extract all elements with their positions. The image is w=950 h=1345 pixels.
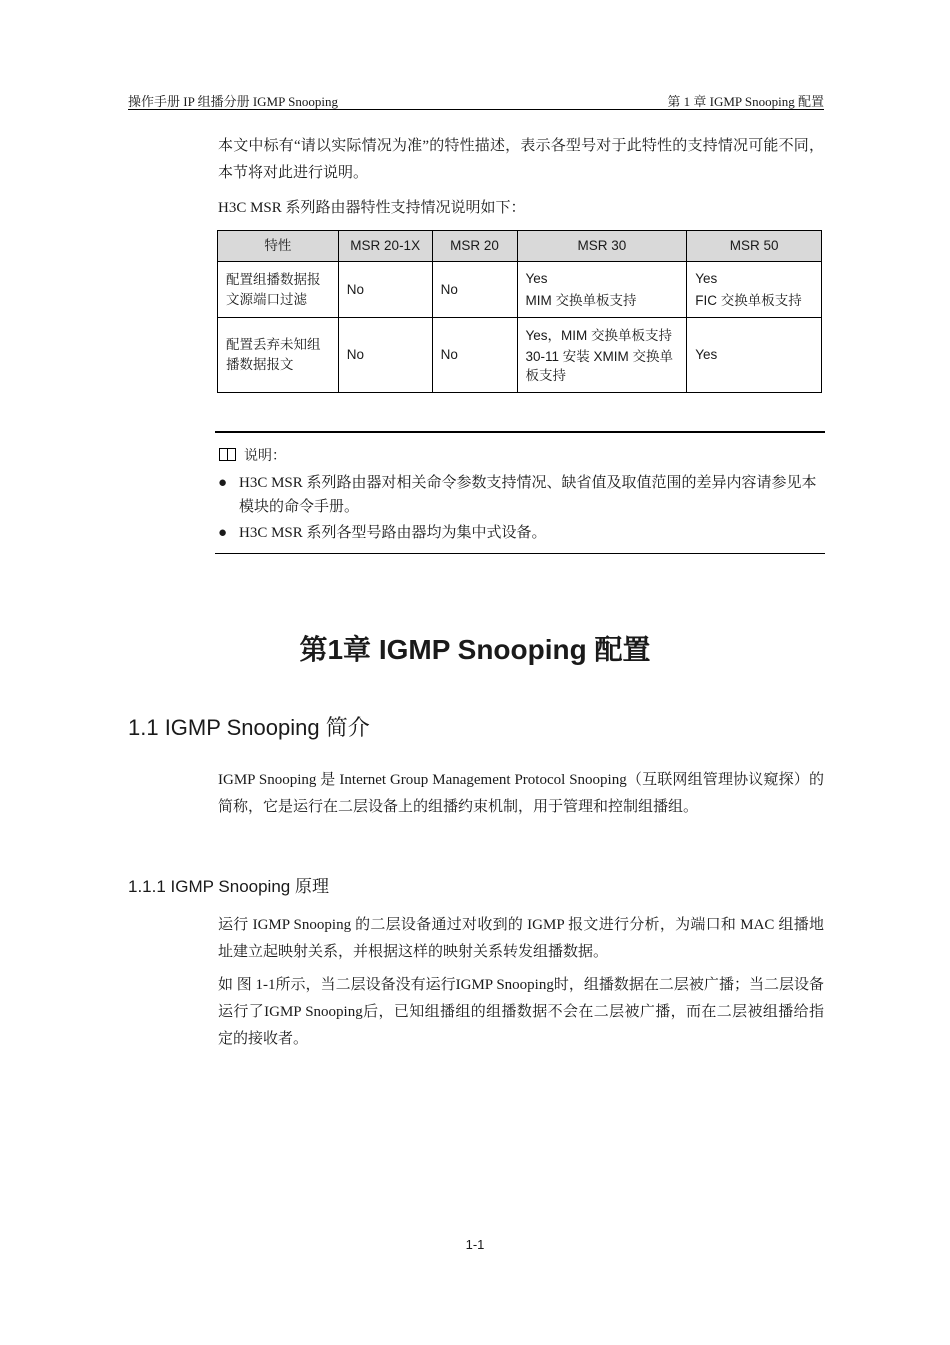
bullet: ● — [218, 525, 228, 541]
table-intro: H3C MSR 系列路由器特性支持情况说明如下： — [218, 200, 526, 216]
cell-msr20: No — [432, 318, 517, 393]
subsection-paragraph-1: 运行 IGMP Snooping 的二层设备通过对收到的 IGMP 报文进行分析，为端口和 MAC 组播地址建立起映射关系，并根据这样的映射关系转发组播数据。 — [218, 917, 824, 960]
cell-line: FIC 交换单板支持 — [695, 292, 802, 308]
feature-support-table — [217, 230, 822, 393]
cell-msr50: Yes — [687, 318, 822, 393]
cell-line: Yes — [695, 270, 718, 286]
page-header — [128, 89, 824, 110]
col-header-msr20: MSR 20 — [432, 231, 517, 262]
table-row — [218, 318, 822, 393]
note-title — [219, 445, 286, 465]
table-header-row — [218, 231, 822, 262]
cell-msr20-1x: No — [338, 318, 432, 393]
cell-feature: 配置组播数据报文源端口过滤 — [218, 262, 339, 318]
note-title-text: 说明： — [244, 447, 286, 463]
cell-msr50 — [687, 262, 822, 318]
section-paragraph: IGMP Snooping 是 Internet Group Management Protocol Snooping（互联网组管理协议窥探）的简称，它是运行在二层设备上的组播约束机制，用于管理和控制组播组。 — [218, 772, 824, 815]
note-text: H3C MSR 系列路由器对相关命令参数支持情况、缺省值及取值范围的差异内容请参见本模块的命令手册。 — [239, 475, 817, 515]
subsection-paragraph-2: 如 图 1-1所示，当二层设备没有运行IGMP Snooping时，组播数据在二层被广播；当二层设备运行了IGMP Snooping后，已知组播组的组播数据不会在二层被广播，而在二层被组播给指定的接收者。 — [218, 977, 824, 1047]
cell-msr30 — [517, 262, 687, 318]
col-header-feature: 特性 — [218, 231, 339, 262]
cell-line: Yes — [525, 270, 548, 286]
cell-msr20-1x: No — [338, 262, 432, 318]
cell-feature: 配置丢弃未知组播数据报文 — [218, 318, 339, 393]
note-box — [215, 431, 825, 554]
col-header-msr20-1x: MSR 20-1X — [338, 231, 432, 262]
cell-line: MIM 交换单板支持 — [525, 292, 637, 308]
cell-line: 30-11 安装 XMIM 交换单板支持 — [525, 349, 674, 383]
bullet: ● — [218, 475, 228, 491]
cell-msr20: No — [432, 262, 517, 318]
cell-msr30 — [517, 318, 687, 393]
book-icon — [219, 448, 236, 461]
intro-paragraph: 本文中标有“请以实际情况为准”的特性描述，表示各型号对于此特性的支持情况可能不同，本节将对此进行说明。 — [218, 138, 824, 181]
cell-line: Yes，MIM 交换单板支持 — [525, 328, 673, 343]
col-header-msr30: MSR 30 — [517, 231, 687, 262]
section-title: 1.1 IGMP Snooping 简介 — [128, 715, 370, 740]
header-right: 第 1 章 IGMP Snooping 配置 — [667, 94, 824, 109]
chapter-title: 第1章 IGMP Snooping 配置 — [299, 634, 651, 665]
header-left: 操作手册 IP 组播分册 IGMP Snooping — [128, 94, 338, 109]
list-item — [217, 471, 823, 519]
table-row — [218, 262, 822, 318]
subsection-title: 1.1.1 IGMP Snooping 原理 — [128, 877, 329, 896]
note-text: H3C MSR 系列各型号路由器均为集中式设备。 — [239, 525, 547, 541]
col-header-msr50: MSR 50 — [687, 231, 822, 262]
list-item — [217, 521, 823, 545]
note-list — [217, 471, 823, 545]
page-number: 1-1 — [465, 1237, 485, 1252]
